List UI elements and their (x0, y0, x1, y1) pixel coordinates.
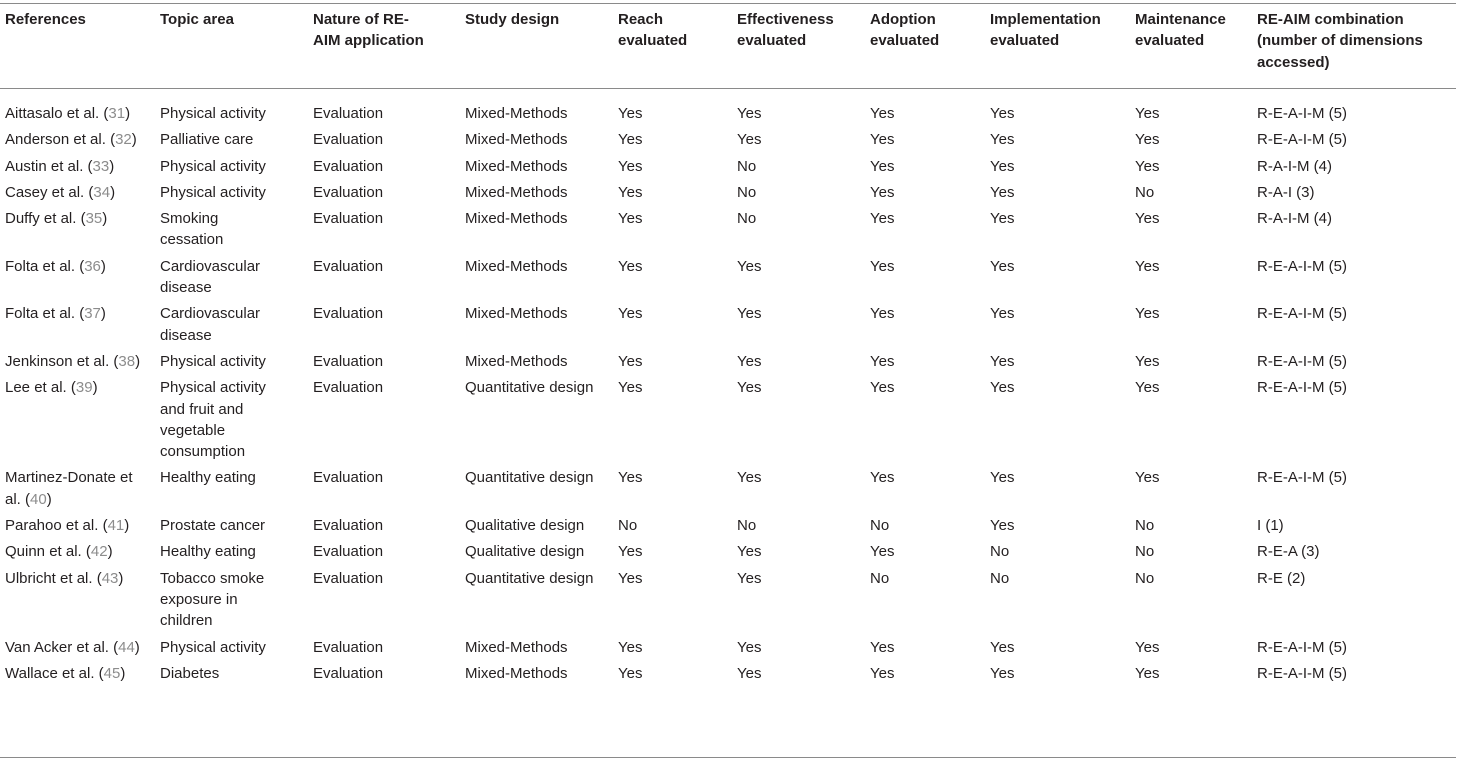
header-nature-of-application: Nature of RE-AIM application (313, 11, 424, 50)
cell-nature: Evaluation (313, 352, 384, 370)
reaim-studies-table (0, 9, 1456, 689)
cell-reference (0, 256, 160, 304)
cell-nature: Evaluation (313, 379, 384, 397)
cell-adoption: Yes (870, 379, 895, 397)
cell-maintenance: No (1135, 517, 1155, 535)
cell-reference (0, 467, 160, 515)
cell-effectiveness: Yes (737, 305, 762, 323)
reference-author: Folta et al. ( (5, 305, 85, 323)
reference-close: ) (92, 379, 98, 397)
cell-implementation: Yes (990, 517, 1015, 535)
cell-adoption: Yes (870, 352, 895, 370)
cell-effectiveness: Yes (737, 569, 762, 587)
cell-effectiveness: Yes (737, 352, 762, 370)
cell-maintenance: Yes (1135, 638, 1160, 656)
cell-implementation: Yes (990, 105, 1015, 122)
reference-author: Lee et al. ( (5, 379, 76, 397)
cell-effectiveness: No (737, 157, 757, 175)
cell-combination: R-E-A-I-M (5) (1257, 352, 1347, 370)
reference-close: ) (120, 664, 126, 682)
table-body (0, 94, 1456, 689)
cell-maintenance: Yes (1135, 469, 1160, 487)
cell-nature: Evaluation (313, 131, 384, 149)
cell-study-design: Mixed-Methods (465, 157, 568, 175)
cell-nature: Evaluation (313, 664, 384, 682)
cell-combination: R-E-A (3) (1257, 543, 1320, 561)
cell-implementation: No (990, 543, 1010, 561)
cell-study-design: Mixed-Methods (465, 105, 568, 122)
cell-effectiveness: No (737, 183, 757, 201)
cell-study-design: Qualitative design (465, 543, 585, 561)
cell-study-design: Mixed-Methods (465, 638, 568, 656)
cell-reach: Yes (618, 569, 643, 587)
cell-implementation: Yes (990, 305, 1015, 323)
cell-effectiveness: Yes (737, 664, 762, 682)
cell-study-design: Mixed-Methods (465, 257, 568, 275)
cell-study-design: Mixed-Methods (465, 183, 568, 201)
cell-combination: R-A-I (3) (1257, 183, 1315, 201)
reference-author: Aittasalo et al. ( (5, 105, 109, 122)
cell-reference (0, 94, 160, 129)
cell-implementation: Yes (990, 131, 1015, 149)
cell-study-design: Quantitative design (465, 379, 594, 397)
table-top-rule (0, 3, 1456, 4)
header-effectiveness: Effectiveness evaluated (737, 11, 834, 50)
table-row (0, 377, 1456, 467)
cell-maintenance: Yes (1135, 352, 1160, 370)
citation-number-link[interactable]: 41 (107, 517, 125, 535)
cell-nature: Evaluation (313, 638, 384, 656)
cell-reference (0, 541, 160, 567)
reference-close: ) (107, 543, 113, 561)
reference-close: ) (100, 305, 106, 323)
header-study-design: Study design (465, 11, 560, 28)
cell-combination: R-E-A-I-M (5) (1257, 257, 1347, 275)
cell-reference (0, 129, 160, 155)
cell-topic-area: Cardiovascular disease (160, 257, 261, 297)
cell-implementation: Yes (990, 379, 1015, 397)
cell-topic-area: Physical activity and fruit and vegetable consumption (160, 379, 266, 461)
table-row (0, 351, 1456, 377)
cell-implementation: Yes (990, 183, 1015, 201)
cell-reach: Yes (618, 131, 643, 149)
cell-maintenance: Yes (1135, 305, 1160, 323)
cell-topic-area: Smoking cessation (160, 210, 224, 249)
cell-adoption: No (870, 569, 890, 587)
cell-reference (0, 351, 160, 377)
cell-study-design: Mixed-Methods (465, 210, 568, 228)
cell-combination: R-E-A-I-M (5) (1257, 305, 1347, 323)
citation-number-link[interactable]: 40 (30, 490, 47, 508)
cell-nature: Evaluation (313, 157, 384, 175)
reference-author: Casey et al. ( (5, 183, 94, 201)
cell-combination: R-E-A-I-M (5) (1257, 469, 1347, 487)
cell-adoption: Yes (870, 131, 895, 149)
cell-topic-area: Diabetes (160, 664, 220, 682)
cell-study-design: Mixed-Methods (465, 305, 568, 323)
citation-number-link[interactable]: 35 (85, 210, 103, 228)
table-row (0, 568, 1456, 637)
header-implementation: Implementation evaluated (990, 11, 1101, 50)
reference-close: ) (124, 517, 130, 535)
reference-author: Austin et al. ( (5, 157, 93, 175)
citation-number-link[interactable]: 43 (101, 569, 119, 587)
cell-reference (0, 208, 160, 256)
cell-combination: R-E-A-I-M (5) (1257, 131, 1347, 149)
cell-nature: Evaluation (313, 543, 384, 561)
cell-reach: Yes (618, 305, 643, 323)
reference-author: Martinez-Donate et al. ( (5, 469, 133, 508)
reference-close: ) (135, 352, 141, 370)
cell-combination: R-A-I-M (4) (1257, 157, 1332, 175)
cell-reach: Yes (618, 352, 643, 370)
cell-topic-area: Tobacco smoke exposure in children (160, 569, 265, 630)
cell-adoption: Yes (870, 157, 895, 175)
cell-study-design: Mixed-Methods (465, 664, 568, 682)
cell-effectiveness: Yes (737, 131, 762, 149)
cell-maintenance: Yes (1135, 664, 1160, 682)
table-row (0, 637, 1456, 663)
cell-maintenance: No (1135, 569, 1155, 587)
header-maintenance: Maintenance evaluated (1135, 11, 1226, 50)
cell-effectiveness: Yes (737, 105, 762, 122)
cell-adoption: Yes (870, 257, 895, 275)
reference-close: ) (118, 569, 124, 587)
citation-number-link[interactable]: 37 (84, 305, 101, 323)
citation-number-link[interactable]: 45 (103, 664, 121, 682)
cell-maintenance: Yes (1135, 157, 1160, 175)
cell-effectiveness: No (737, 210, 757, 228)
cell-implementation: Yes (990, 210, 1015, 228)
cell-study-design: Quantitative design (465, 569, 594, 587)
table-row (0, 208, 1456, 256)
header-reach: Reach evaluated (618, 11, 688, 50)
cell-study-design: Mixed-Methods (465, 352, 568, 370)
cell-effectiveness: Yes (737, 379, 762, 397)
cell-implementation: Yes (990, 257, 1015, 275)
cell-topic-area: Physical activity (160, 105, 266, 122)
cell-adoption: Yes (870, 105, 895, 122)
cell-implementation: Yes (990, 157, 1015, 175)
reference-author: Ulbricht et al. ( (5, 569, 102, 587)
reference-close: ) (131, 131, 137, 149)
reference-author: Jenkinson et al. ( (5, 352, 119, 370)
cell-maintenance: No (1135, 183, 1155, 201)
reference-close: ) (109, 157, 115, 175)
table-row (0, 182, 1456, 208)
cell-nature: Evaluation (313, 105, 384, 122)
cell-implementation: Yes (990, 469, 1015, 487)
cell-implementation: Yes (990, 352, 1015, 370)
cell-maintenance: Yes (1135, 105, 1160, 122)
cell-adoption: Yes (870, 183, 895, 201)
cell-effectiveness: Yes (737, 469, 762, 487)
citation-number-link[interactable]: 34 (93, 183, 111, 201)
cell-effectiveness: Yes (737, 543, 762, 561)
reference-close: ) (100, 257, 106, 275)
reference-close: ) (125, 105, 131, 122)
citation-number-link[interactable]: 42 (90, 543, 108, 561)
cell-maintenance: Yes (1135, 131, 1160, 149)
table-row (0, 467, 1456, 515)
cell-adoption: Yes (870, 638, 895, 656)
reference-author: Folta et al. ( (5, 257, 85, 275)
reference-close: ) (134, 638, 140, 656)
cell-adoption: Yes (870, 305, 895, 323)
cell-effectiveness: Yes (737, 257, 762, 275)
cell-combination: R-A-I-M (4) (1257, 210, 1332, 228)
cell-maintenance: Yes (1135, 379, 1160, 397)
cell-reach: No (618, 517, 638, 535)
reference-author: Van Acker et al. ( (5, 638, 119, 656)
cell-nature: Evaluation (313, 257, 384, 275)
cell-maintenance: Yes (1135, 257, 1160, 275)
cell-topic-area: Physical activity (160, 157, 266, 175)
cell-reach: Yes (618, 543, 643, 561)
cell-reach: Yes (618, 183, 643, 201)
cell-study-design: Mixed-Methods (465, 131, 568, 149)
cell-maintenance: Yes (1135, 210, 1160, 228)
table-row (0, 303, 1456, 351)
reference-close: ) (110, 183, 116, 201)
cell-maintenance: No (1135, 543, 1155, 561)
cell-reach: Yes (618, 469, 643, 487)
reference-close: ) (46, 490, 52, 508)
cell-nature: Evaluation (313, 569, 384, 587)
table-row (0, 94, 1456, 129)
reference-close: ) (102, 210, 108, 228)
cell-topic-area: Physical activity (160, 183, 266, 201)
cell-adoption: No (870, 517, 890, 535)
reference-author: Anderson et al. ( (5, 131, 116, 149)
cell-adoption: Yes (870, 210, 895, 228)
header-references: References (5, 11, 86, 28)
cell-reference (0, 303, 160, 351)
table-row (0, 129, 1456, 155)
cell-topic-area: Healthy eating (160, 543, 256, 561)
cell-topic-area: Palliative care (160, 131, 254, 149)
cell-adoption: Yes (870, 469, 895, 487)
cell-combination: R-E-A-I-M (5) (1257, 664, 1347, 682)
reference-author: Quinn et al. ( (5, 543, 91, 561)
cell-topic-area: Physical activity (160, 352, 266, 370)
cell-adoption: Yes (870, 664, 895, 682)
cell-reference (0, 377, 160, 467)
cell-reach: Yes (618, 379, 643, 397)
cell-combination: R-E (2) (1257, 569, 1306, 587)
table-row (0, 156, 1456, 182)
cell-reference (0, 637, 160, 663)
cell-reference (0, 182, 160, 208)
cell-study-design: Qualitative design (465, 517, 585, 535)
header-topic-area: Topic area (160, 11, 234, 28)
cell-reach: Yes (618, 257, 643, 275)
table-row (0, 515, 1456, 541)
cell-topic-area: Cardiovascular disease (160, 305, 261, 344)
citation-number-link[interactable]: 31 (108, 105, 126, 122)
table-row (0, 256, 1456, 304)
header-adoption: Adoption evaluated (870, 11, 940, 50)
cell-nature: Evaluation (313, 305, 384, 323)
citation-number-link[interactable]: 39 (75, 379, 93, 397)
cell-topic-area: Prostate cancer (160, 517, 266, 535)
cell-reach: Yes (618, 638, 643, 656)
citation-number-link[interactable]: 38 (118, 352, 136, 370)
cell-nature: Evaluation (313, 210, 384, 228)
citation-number-link[interactable]: 36 (84, 257, 101, 275)
citation-number-link[interactable]: 44 (118, 638, 135, 656)
cell-reach: Yes (618, 157, 643, 175)
reference-author: Wallace et al. ( (5, 664, 104, 682)
table-bottom-rule (0, 757, 1456, 758)
header-combination: RE-AIM combination (number of dimensions accessed) (1257, 11, 1423, 71)
cell-implementation: Yes (990, 638, 1015, 656)
cell-combination: R-E-A-I-M (5) (1257, 105, 1347, 122)
cell-nature: Evaluation (313, 517, 384, 535)
cell-reference (0, 515, 160, 541)
cell-nature: Evaluation (313, 469, 384, 487)
cell-implementation: No (990, 569, 1010, 587)
cell-reach: Yes (618, 105, 643, 122)
cell-combination: R-E-A-I-M (5) (1257, 379, 1347, 397)
cell-combination: R-E-A-I-M (5) (1257, 638, 1347, 656)
table-header-row (0, 9, 1456, 94)
table-row (0, 541, 1456, 567)
citation-number-link[interactable]: 33 (92, 157, 110, 175)
cell-topic-area: Healthy eating (160, 469, 256, 487)
reference-author: Duffy et al. ( (5, 210, 86, 228)
cell-study-design: Quantitative design (465, 469, 594, 487)
cell-reach: Yes (618, 210, 643, 228)
cell-adoption: Yes (870, 543, 895, 561)
cell-nature: Evaluation (313, 183, 384, 201)
table-row (0, 663, 1456, 689)
cell-effectiveness: No (737, 517, 757, 535)
cell-reference (0, 156, 160, 182)
cell-reach: Yes (618, 664, 643, 682)
cell-effectiveness: Yes (737, 638, 762, 656)
cell-combination: I (1) (1257, 517, 1284, 535)
cell-topic-area: Physical activity (160, 638, 266, 656)
citation-number-link[interactable]: 32 (115, 131, 132, 149)
cell-implementation: Yes (990, 664, 1015, 682)
cell-reference (0, 663, 160, 689)
cell-reference (0, 568, 160, 637)
reference-author: Parahoo et al. ( (5, 517, 108, 535)
